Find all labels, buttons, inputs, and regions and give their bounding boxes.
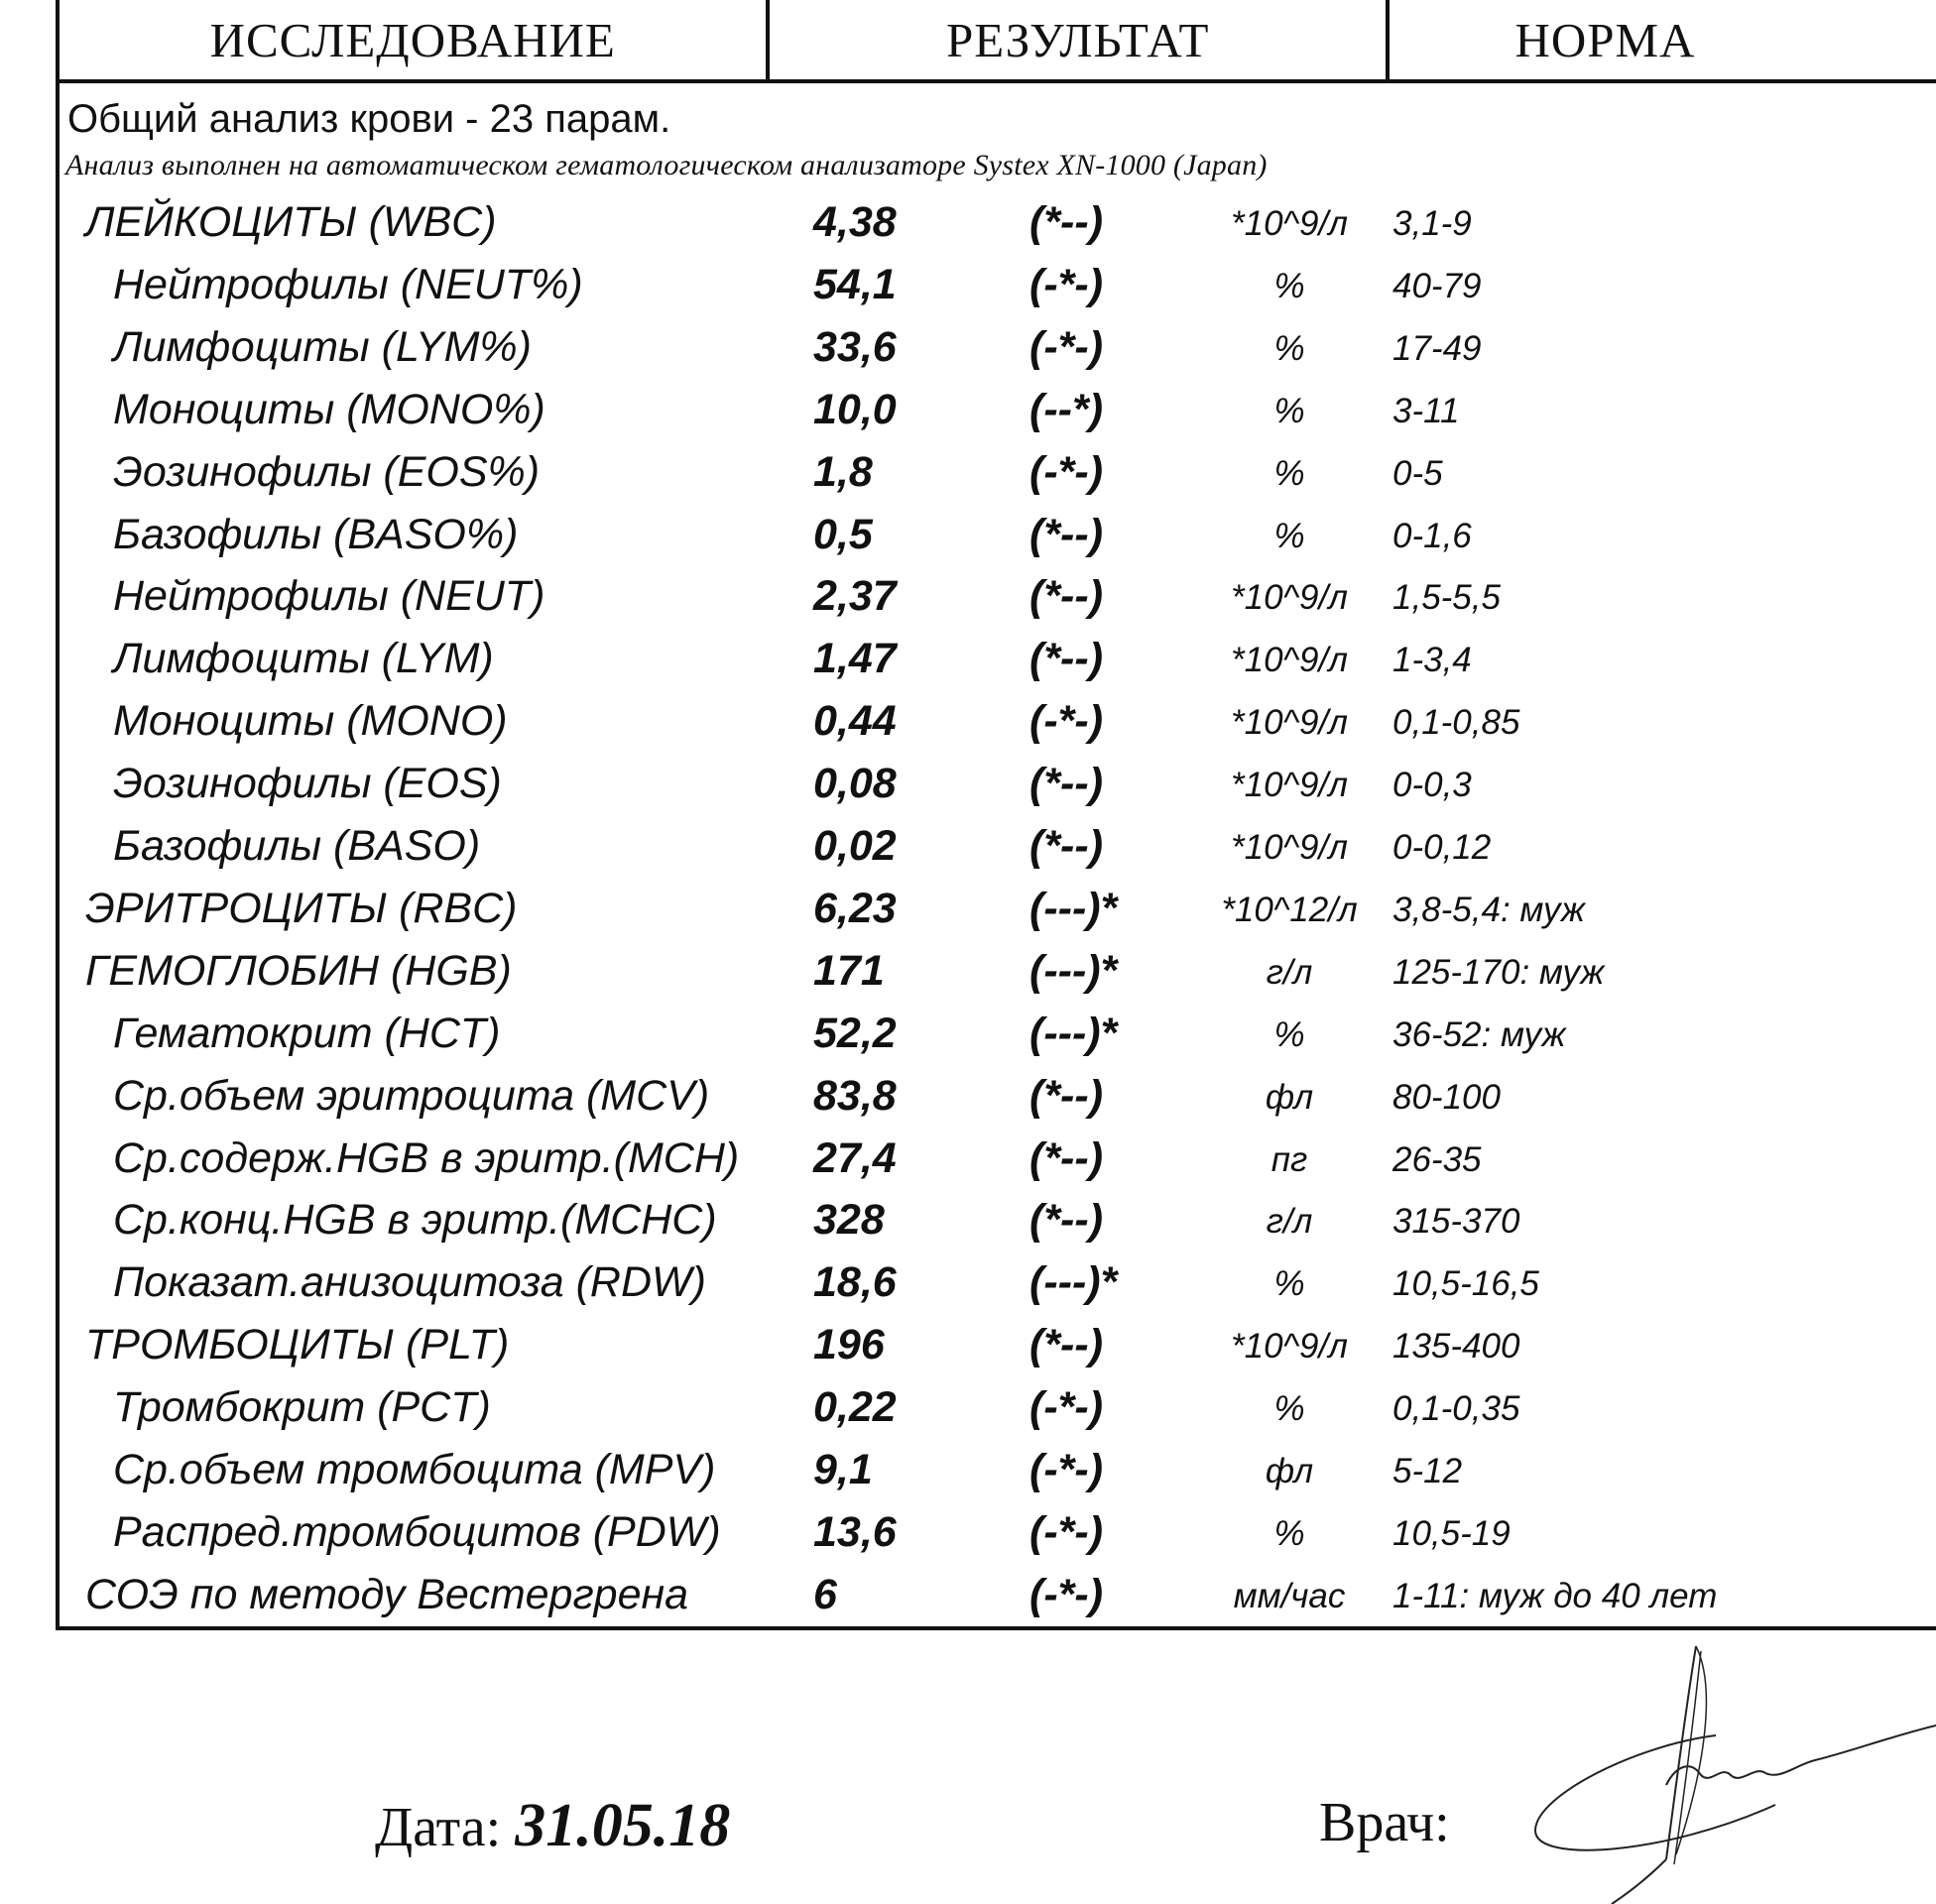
row-unit: % [1273, 267, 1305, 305]
result-row [60, 939, 1936, 1001]
header-study: ИССЛЕДОВАНИЕ [60, 0, 770, 79]
result-row [60, 689, 1936, 751]
row-flag: (-*-) [1029, 1383, 1104, 1431]
row-norm: 315-370 [1392, 1202, 1520, 1241]
result-row [60, 253, 1936, 314]
row-name: ТРОМБОЦИТЫ (PLT) [85, 1321, 510, 1368]
row-name: Нейтрофилы (NEUT%) [113, 261, 583, 308]
row-flag: (-*-) [1029, 1571, 1104, 1618]
result-row [60, 1313, 1936, 1374]
row-unit: % [1273, 329, 1305, 368]
row-value: 83,8 [813, 1072, 897, 1120]
row-norm: 135-400 [1392, 1327, 1520, 1366]
section-title: Общий анализ крови - 23 парам. [67, 97, 671, 141]
row-name: Ср.объем эритроцита (MCV) [113, 1072, 710, 1120]
row-value: 13,6 [813, 1508, 897, 1556]
row-unit: % [1273, 1389, 1305, 1428]
row-value: 6,23 [813, 885, 897, 932]
row-unit: *10^9/л [1231, 204, 1348, 243]
row-unit: % [1273, 517, 1305, 555]
row-norm: 40-79 [1392, 267, 1482, 305]
result-row [60, 752, 1936, 813]
result-row [60, 378, 1936, 439]
result-row [60, 1500, 1936, 1562]
results-table-body [56, 83, 1936, 1630]
header-result: РЕЗУЛЬТАТ [770, 0, 1390, 79]
row-flag: (---)* [1029, 885, 1118, 932]
row-flag: (--*) [1029, 386, 1104, 433]
row-name: Нейтрофилы (NEUT) [113, 572, 545, 620]
row-flag: (*--) [1029, 822, 1104, 870]
row-flag: (*--) [1029, 1196, 1104, 1244]
row-flag: (-*-) [1029, 323, 1104, 371]
row-value: 1,8 [813, 448, 873, 496]
row-value: 196 [813, 1321, 885, 1368]
doctor-signature [1517, 1626, 1936, 1904]
date-field [375, 1791, 730, 1861]
result-row [60, 814, 1936, 876]
row-norm: 3-11 [1392, 392, 1460, 430]
row-value: 0,5 [813, 511, 873, 558]
row-value: 0,02 [813, 822, 897, 870]
row-value: 27,4 [813, 1134, 897, 1182]
row-name: Лимфоциты (LYM) [113, 635, 494, 682]
result-row [60, 440, 1936, 502]
row-flag: (---)* [1029, 1258, 1118, 1306]
row-value: 1,47 [813, 635, 897, 682]
row-norm: 3,8-5,4: муж [1392, 891, 1585, 929]
row-norm: 0-5 [1392, 454, 1443, 493]
row-norm: 17-49 [1392, 329, 1482, 368]
row-flag: (*--) [1029, 1321, 1104, 1368]
row-norm: 1-11: муж до 40 лет [1392, 1577, 1718, 1615]
row-norm: 0,1-0,85 [1392, 703, 1520, 742]
row-unit: г/л [1266, 1202, 1313, 1241]
row-unit: *10^12/л [1221, 891, 1358, 929]
row-norm: 1-3,4 [1392, 641, 1472, 679]
row-name: Ср.содерж.HGB в эритр.(MCH) [113, 1134, 740, 1182]
row-value: 0,08 [813, 760, 897, 807]
row-norm: 0-0,12 [1392, 828, 1492, 867]
row-norm: 80-100 [1392, 1078, 1501, 1117]
row-flag: (-*-) [1029, 261, 1104, 308]
result-row [60, 503, 1936, 564]
row-unit: *10^9/л [1231, 766, 1348, 804]
result-row [60, 1375, 1936, 1437]
result-row [60, 1064, 1936, 1126]
row-value: 52,2 [813, 1010, 897, 1057]
row-value: 10,0 [813, 386, 897, 433]
row-flag: (*--) [1029, 572, 1104, 620]
result-row [60, 1563, 1936, 1624]
row-name: Моноциты (MONO) [113, 697, 508, 745]
row-norm: 36-52: муж [1392, 1015, 1566, 1054]
row-name: СОЭ по методу Вестергрена [85, 1571, 689, 1618]
row-name: Базофилы (BASO%) [113, 511, 519, 558]
row-flag: (-*-) [1029, 697, 1104, 745]
row-flag: (*--) [1029, 760, 1104, 807]
result-row [60, 315, 1936, 377]
result-row [60, 190, 1936, 252]
row-name: Ср.объем тромбоцита (MPV) [113, 1446, 716, 1493]
row-value: 2,37 [813, 572, 897, 620]
date-value: 31.05.18 [515, 1792, 731, 1859]
row-name: Моноциты (MONO%) [113, 386, 545, 433]
row-unit: *10^9/л [1231, 641, 1348, 679]
row-norm: 125-170: муж [1392, 953, 1605, 992]
row-name: Гематокрит (HCT) [113, 1010, 501, 1057]
row-norm: 3,1-9 [1392, 204, 1472, 243]
result-row [60, 564, 1936, 626]
row-unit: % [1273, 1514, 1305, 1553]
row-flag: (-*-) [1029, 1508, 1104, 1556]
row-unit: % [1273, 392, 1305, 430]
results-table-header [56, 0, 1936, 83]
result-row [60, 1127, 1936, 1188]
row-unit: пг [1270, 1140, 1308, 1179]
result-row [60, 1438, 1936, 1499]
row-flag: (---)* [1029, 947, 1118, 995]
row-name: ЛЕЙКОЦИТЫ (WBC) [85, 198, 497, 246]
row-name: Ср.конц.HGB в эритр.(MCHC) [113, 1196, 717, 1244]
result-row [60, 627, 1936, 688]
row-norm: 0-0,3 [1392, 766, 1472, 804]
row-value: 6 [813, 1571, 837, 1618]
row-flag: (*--) [1029, 198, 1104, 246]
row-name: Эозинофилы (EOS) [113, 760, 502, 807]
row-unit: % [1273, 454, 1305, 493]
row-name: Лимфоциты (LYM%) [113, 323, 532, 371]
row-norm: 10,5-19 [1392, 1514, 1511, 1553]
row-norm: 26-35 [1392, 1140, 1482, 1179]
result-row [60, 877, 1936, 938]
row-value: 4,38 [813, 198, 897, 246]
row-unit: *10^9/л [1231, 703, 1348, 742]
row-name: Показат.анизоцитоза (RDW) [113, 1258, 706, 1306]
header-norm: НОРМА [1514, 12, 1696, 67]
row-name: ГЕМОГЛОБИН (HGB) [85, 947, 512, 995]
row-value: 0,44 [813, 697, 897, 745]
row-norm: 0-1,6 [1392, 517, 1472, 555]
doctor-label: Врач: [1319, 1792, 1450, 1853]
row-flag: (-*-) [1029, 448, 1104, 496]
row-norm: 1,5-5,5 [1392, 578, 1501, 617]
row-name: Тромбокрит (PCT) [113, 1383, 491, 1431]
row-unit: мм/час [1233, 1577, 1346, 1615]
row-unit: *10^9/л [1231, 828, 1348, 867]
row-flag: (*--) [1029, 511, 1104, 558]
row-norm: 10,5-16,5 [1392, 1264, 1539, 1303]
row-value: 54,1 [813, 261, 897, 308]
result-row [60, 1002, 1936, 1063]
row-name: ЭРИТРОЦИТЫ (RBC) [85, 885, 518, 932]
row-unit: % [1273, 1264, 1305, 1303]
row-value: 171 [813, 947, 885, 995]
row-unit: фл [1265, 1452, 1314, 1490]
row-norm: 5-12 [1392, 1452, 1463, 1490]
row-value: 328 [813, 1196, 885, 1244]
row-unit: *10^9/л [1231, 578, 1348, 617]
row-norm: 0,1-0,35 [1392, 1389, 1520, 1428]
date-label: Дата: [375, 1797, 502, 1858]
section-note: Анализ выполнен на автоматическом гематологическом анализаторе Systex XN-1000 (Japan) [65, 149, 1268, 181]
row-name: Распред.тромбоцитов (PDW) [113, 1508, 721, 1556]
row-flag: (*--) [1029, 1072, 1104, 1120]
row-flag: (-*-) [1029, 1446, 1104, 1493]
row-value: 33,6 [813, 323, 897, 371]
row-value: 9,1 [813, 1446, 873, 1493]
row-name: Базофилы (BASO) [113, 822, 481, 870]
row-value: 0,22 [813, 1383, 897, 1431]
row-flag: (*--) [1029, 1134, 1104, 1182]
result-row [60, 1250, 1936, 1312]
row-flag: (---)* [1029, 1010, 1118, 1057]
row-unit: г/л [1266, 953, 1313, 992]
row-name: Эозинофилы (EOS%) [113, 448, 541, 496]
row-unit: фл [1265, 1078, 1314, 1117]
row-unit: *10^9/л [1231, 1327, 1348, 1366]
row-unit: % [1273, 1015, 1305, 1054]
row-value: 18,6 [813, 1258, 897, 1306]
row-flag: (*--) [1029, 635, 1104, 682]
result-row [60, 1188, 1936, 1250]
